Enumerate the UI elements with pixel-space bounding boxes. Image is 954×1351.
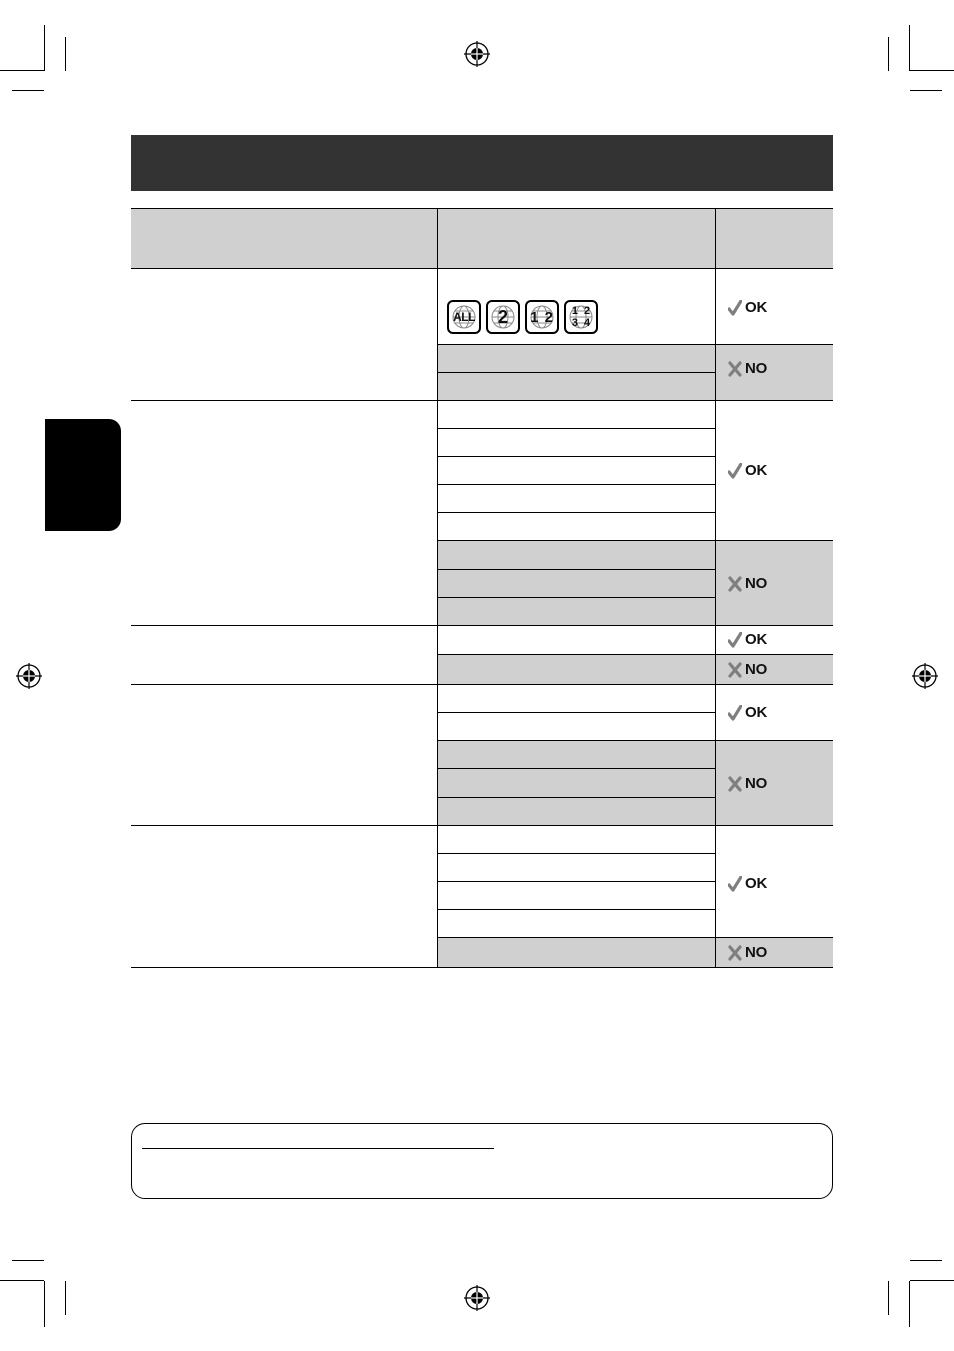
region-multi-icon: 1 2 xyxy=(525,300,559,334)
status-no: NO xyxy=(728,661,767,678)
crop-mark xyxy=(909,25,910,71)
crop-mark xyxy=(888,37,889,71)
table-row-not-playable xyxy=(437,937,833,967)
cross-icon xyxy=(728,776,742,792)
crop-mark xyxy=(910,90,942,91)
cross-icon xyxy=(728,576,742,592)
status-ok: OK xyxy=(728,462,767,479)
crop-mark xyxy=(65,37,66,71)
crop-mark xyxy=(12,1260,44,1261)
crop-mark xyxy=(44,25,45,71)
cross-icon xyxy=(728,945,742,961)
status-ok: OK xyxy=(728,631,767,648)
language-side-tab xyxy=(45,419,121,531)
crop-mark xyxy=(888,1281,889,1315)
table-header-row xyxy=(131,208,833,268)
crop-mark xyxy=(909,1281,910,1327)
note-title-underline xyxy=(142,1148,494,1149)
checkmark-icon xyxy=(728,632,742,648)
checkmark-icon xyxy=(728,876,742,892)
crop-mark xyxy=(65,1281,66,1315)
registration-mark-icon xyxy=(464,41,490,67)
section-header-band xyxy=(131,135,833,191)
status-no: NO xyxy=(728,575,767,592)
status-no: NO xyxy=(728,944,767,961)
region-2-icon: 2 xyxy=(486,300,520,334)
note-box xyxy=(131,1123,833,1199)
crop-mark xyxy=(12,90,44,91)
table-row-not-playable xyxy=(437,740,833,825)
status-ok: OK xyxy=(728,704,767,721)
checkmark-icon xyxy=(728,463,742,479)
table-row-not-playable xyxy=(437,654,833,684)
disc-playability-table xyxy=(131,208,833,968)
registration-mark-icon xyxy=(912,663,938,689)
region-multi-icon: 1 2 3 4 xyxy=(564,300,598,334)
checkmark-icon xyxy=(728,300,742,316)
crop-mark xyxy=(0,1280,44,1281)
crop-mark xyxy=(910,70,954,71)
checkmark-icon xyxy=(728,705,742,721)
crop-mark xyxy=(910,1280,954,1281)
crop-mark xyxy=(44,1281,45,1327)
status-no: NO xyxy=(728,775,767,792)
status-ok: OK xyxy=(728,299,767,316)
registration-mark-icon xyxy=(464,1285,490,1311)
cross-icon xyxy=(728,361,742,377)
table-row-not-playable xyxy=(437,540,833,625)
crop-mark xyxy=(0,70,44,71)
crop-mark xyxy=(910,1260,942,1261)
status-no: NO xyxy=(728,360,767,377)
region-all-icon: ALL xyxy=(447,300,481,334)
region-code-icons xyxy=(447,300,598,334)
registration-mark-icon xyxy=(16,663,42,689)
cross-icon xyxy=(728,662,742,678)
status-ok: OK xyxy=(728,875,767,892)
